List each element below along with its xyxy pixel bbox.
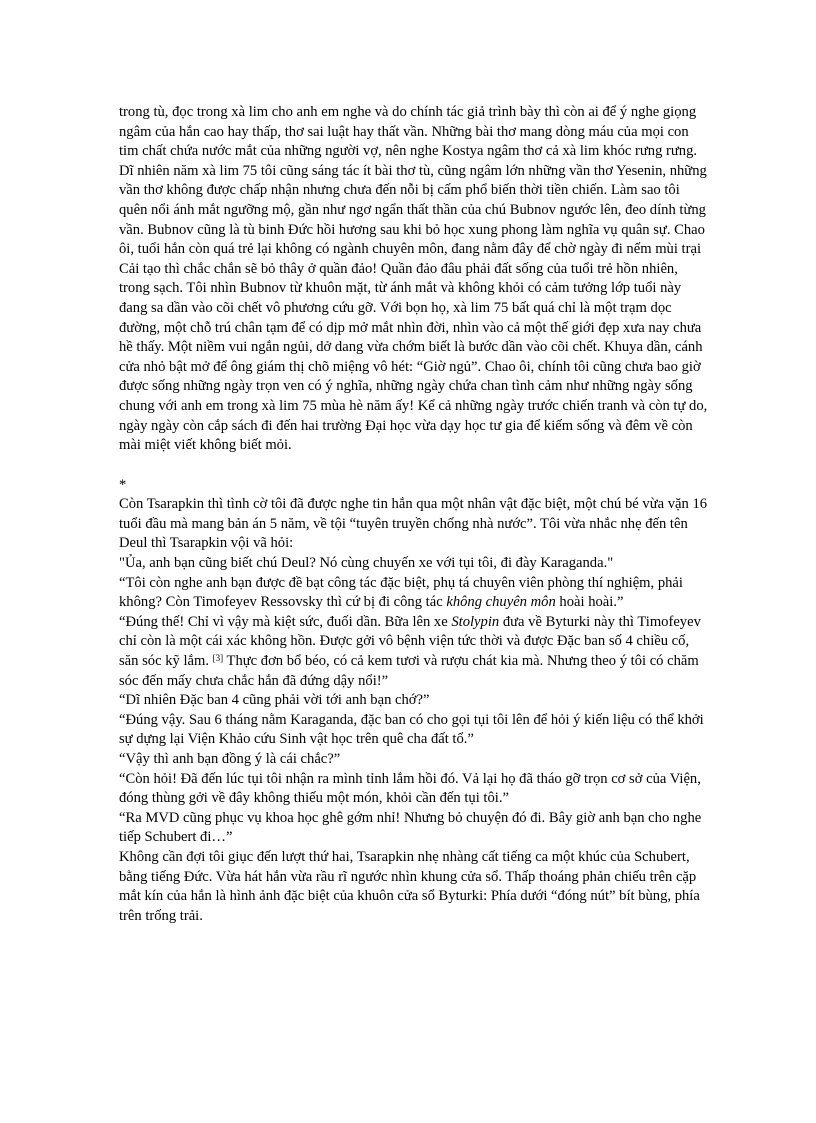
dialogue-institute: “Còn hỏi! Đã đến lúc tụi tôi nhận ra mình tỉnh lắm hồi đó. Vả lại họ đã tháo gỡ trọn cơ sở của Viện, đóng thùng gởi về đây không thiếu một món, khỏi cần đến tụi tôi.” [119, 770, 701, 807]
dialogue-lab-assistant [119, 574, 709, 613]
dialogue-timofeyev [119, 613, 709, 691]
text-run: “Tôi còn nghe anh bạn được đề bạt công tác đặc biệt, phụ tá chuyên viên phòng thí nghiệm, phải không? Còn Timofeyev Ressovsky thì cứ bị đi công tác [119, 574, 683, 611]
dialogue-karaganda: “Đúng vậy. Sau 6 tháng nằm Karaganda, đặc ban có cho gọi tụi tôi lên để hỏi ý kiến liệu có thể khởi sự dựng lại Viện Khảo cứu Sinh vật học trên quê cha đất tổ.” [119, 711, 704, 748]
paragraph-cell-poetry: trong tù, đọc trong xà lim cho anh em nghe và do chính tác giả trình bày thì còn ai để ý nghe giọng ngâm của hắn cao hay thấp, thơ sai luật hay thất vần. Những bài thơ mang dòng máu của mọi con tim chất chứa nước mắt của những người vợ, nên nghe Kostya ngâm thơ cả xà lim khóc rưng rưng. [119, 104, 698, 160]
paragraph-tsarapkin-news: Còn Tsarapkin thì tình cờ tôi đã được nghe tin hắn qua một nhân vật đặc biệt, một chú bé vừa vặn 16 tuổi đầu mà mang bản án 5 năm, về tội “tuyên truyền chống nhà nước”. Tôi vừa nhắc nhẹ đến tên Deul thì Tsarapkin vội vã hỏi: [119, 496, 708, 552]
paragraph-gap [119, 456, 709, 476]
text-run: “Đúng thế! Chỉ vì vậy mà kiệt sức, đuối dần. Bữa lên xe [119, 613, 452, 630]
paragraph-cell-75-memories: Dĩ nhiên năm xà lim 75 tôi cũng sáng tác ít bài thơ tù, cũng ngâm lớn những vần thơ Yesenin, những vần thơ không được chấp nhận nhưng chưa đến nỗi bị cấm phổ biến thời tiền chiến. Làm sao tôi quên nổi ánh mắt ngưỡng mộ, gần như ngơ ngẩn thất thần của chú Bubnov ngước lên, đeo dính từng vần. Bubnov cũng là tù binh Đức hồi hương sau khi bỏ học xung phong làm nghĩa vụ quân sự. Chao ôi, tuổi hắn còn quá trẻ lại không có ngành chuyên môn, đang nằm đây để chờ ngày đi nếm mùi trại Cải tạo thì chắc chắn sẽ bỏ thây ở quần đảo! Quần đảo đâu phải đất sống của tuổi trẻ hồn nhiên, trong sạch. Tôi nhìn Bubnov từ khuôn mặt, từ ánh mắt và không khỏi có cảm tưởng lớp tuổi này đang sa dần vào cõi chết vô phương cứu gỡ. Với bọn họ, xà lim 75 bất quá chỉ là một trạm dọc đường, một chỗ trú chân tạm để có dịp mở mắt nhìn đời, nhìn vào cả một thế giới đẹp xưa nay chưa hề thấy. Một niềm vui ngắn ngủi, dở dang vừa chớm biết là bước dần vào cõi chết. Khuya dần, cánh cửa nhỏ bật mở để ông giám thị chõ miệng vô hét: “Giờ ngủ”. Chao ôi, chính tôi cũng chưa bao giờ được sống những ngày trọn ven có ý nghĩa, những ngày chứa chan tình cảm như những ngày sống chung với anh em trong xà lim 75 mùa hè năm ấy! Kể cả những ngày trước chiến tranh và còn tự do, ngày ngày còn cắp sách đi đến hai trường Đại học vừa dạy học tư gia để kiếm sống và đêm về còn mài miệt viết không biết mỏi. [119, 162, 708, 454]
paragraph-schubert-song: Không cần đợi tôi giục đến lượt thứ hai, Tsarapkin nhẹ nhàng cất tiếng ca một khúc của Schubert, bằng tiếng Đức. Vừa hát hắn vừa rầu rĩ ngước nhìn khung cửa sổ. Thấp thoáng phản chiếu trên cặp mắt kín của hắn là hình ảnh đặc biệt của khuôn cửa sổ Byturki: Phía dưới “đóng nút” bít bùng, phía trên trống trải. [119, 848, 700, 924]
document-page [119, 103, 709, 926]
text-run: hoài hoài.” [555, 594, 624, 611]
italic-text: không chuyên môn [446, 594, 556, 611]
text-run: Thực đơn bổ béo, có cả kem tươi và rượu chát kia mà. Nhưng theo ý tôi có chăm sóc đến mấy chưa chắc hắn đã đứng dậy nổi!” [119, 653, 699, 689]
dialogue-agree: “Vậy thì anh bạn đồng ý là cái chắc?” [119, 751, 341, 767]
footnote-marker[interactable]: [3] [212, 653, 224, 664]
section-separator: * [119, 476, 127, 493]
text-run: đưa về Byturki này thì Timofeyev chỉ còn là một cái xác không hồn. Được gởi vô bệnh viện tức thời và được Đặc ban số 4 chiều cố, săn sóc kỹ lắm. [119, 613, 701, 670]
italic-text: Stolypin [451, 613, 500, 630]
dialogue-schubert-request: “Ra MVD cũng phục vụ khoa học ghê gớm nhỉ! Nhưng bỏ chuyện đó đi. Bây giờ anh bạn cho nghe tiếp Schubert đi…” [119, 809, 702, 846]
dialogue-special-board: “Dĩ nhiên Đặc ban 4 cũng phải vời tới anh bạn chớ?” [119, 692, 430, 709]
dialogue-deul: "Ủa, anh bạn cũng biết chú Deul? Nó cùng chuyến xe với tụi tôi, đi đày Karaganda." [119, 555, 614, 572]
